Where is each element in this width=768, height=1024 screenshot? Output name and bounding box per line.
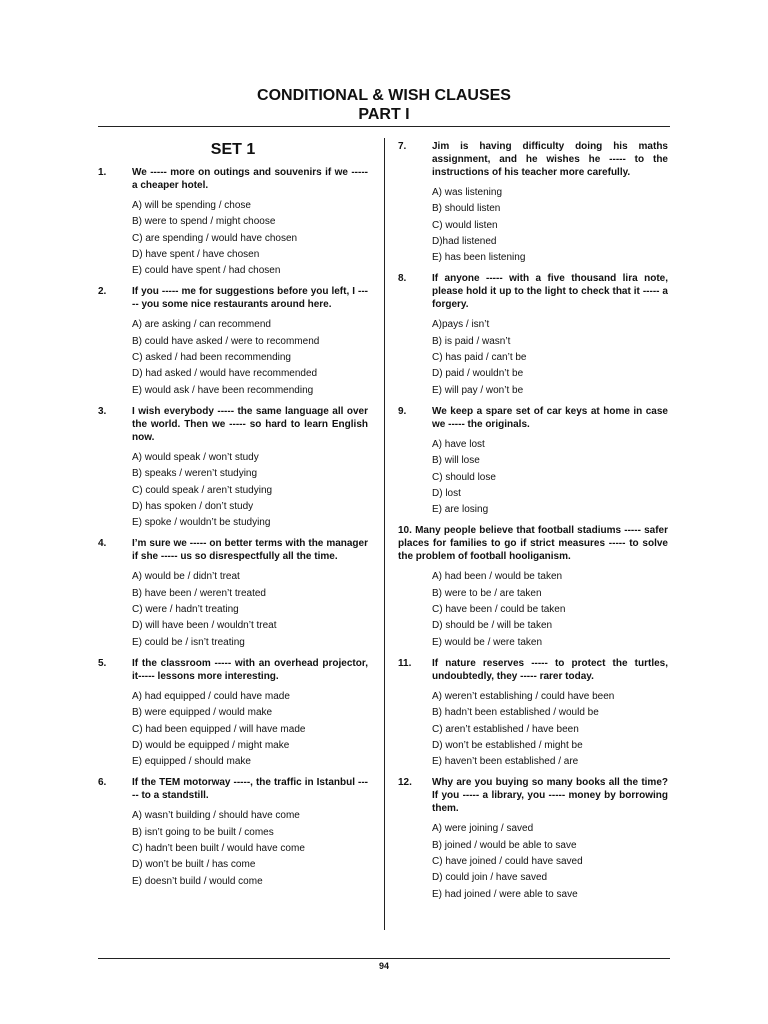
answer-option: A) was listening [432,187,503,198]
answer-option: E) doesn’t build / would come [132,875,263,887]
question-text: I’m sure we ----- on better terms with the manager if she ----- us so disrespectfully all the time. [132,538,368,563]
answer-option: B) have been / weren’t treated [132,587,266,599]
answer-option: A) will be spending / chose [132,200,251,211]
question-head [398,524,668,563]
question-item [98,776,368,889]
question-item [398,524,668,650]
left-question-list [98,166,368,890]
right-column [398,140,668,909]
answer-option: E) will pay / won’t be [432,384,524,396]
answer-option: C) would listen [432,219,498,231]
answer-option: E) spoke / wouldn’t be studying [132,517,271,529]
answer-options [132,689,368,770]
answer-option: C) should lose [432,471,496,483]
answer-option: D) should be / will be taken [432,620,553,632]
answer-option: B) hadn’t been established / would be [432,707,599,719]
answer-option: A) were joining / saved [432,823,534,835]
answer-option: A)pays / isn’t [432,319,490,331]
answer-option: B) speaks / weren’t studying [132,468,258,480]
question-text: If anyone ----- with a five thousand lira note, please hold it up to the light to check that it ----- a forgery. [432,273,668,311]
question-head [98,285,368,311]
answer-options [432,185,668,266]
question-item [98,285,368,398]
answer-option: A) have lost [432,438,485,450]
answer-option: D) lost [432,487,461,499]
answer-option: C) aren’t established / have been [432,723,579,735]
answer-option: E) are losing [432,504,489,516]
answer-options [432,569,668,650]
column-divider [384,138,385,930]
question-item [98,657,368,770]
question-head [98,657,368,683]
answer-option: A) are asking / can recommend [132,319,271,331]
question-number: 3. [98,405,107,417]
answer-option: A) had equipped / could have made [132,690,290,702]
question-number: 5. [98,657,107,669]
question-text: If you ----- me for suggestions before you left, I ----- you some nice restaurants around here. [132,286,368,311]
question-head [398,140,668,179]
answer-option: C) asked / had been recommending [132,352,291,364]
answer-option: B) were to spend / might choose [132,216,276,228]
answer-option: E) could have spent / had chosen [132,265,281,277]
question-number: 2. [98,286,107,298]
question-item [98,166,368,279]
question-number: 4. [98,538,107,550]
question-number: 6. [98,777,107,789]
answer-option: D) could join / have saved [432,872,548,884]
answer-option: D)had listened [432,235,497,247]
question-text: If the TEM motorway -----, the traffic in Istanbul ----- to a standstill. [132,777,368,802]
question-head [398,272,668,311]
question-item [398,776,668,902]
question-number: 1. [98,167,107,178]
answer-option: B) joined / would be able to save [432,839,577,851]
page-title: CONDITIONAL & WISH CLAUSES [257,87,511,104]
answer-options [432,689,668,770]
answer-option: C) had been equipped / will have made [132,723,306,735]
answer-option: C) hadn’t been built / would have come [132,843,305,855]
question-item [398,272,668,398]
answer-option: E) would ask / have been recommending [132,384,314,396]
answer-option: D) paid / wouldn’t be [432,368,524,380]
answer-options [432,317,668,398]
answer-option: D) has spoken / don’t study [132,500,254,512]
answer-options [132,569,368,650]
answer-option: B) could have asked / were to recommend [132,335,320,347]
question-item [98,537,368,650]
question-text: Jim is having difficulty doing his maths assignment, and he wishes he ----- to the instructions of his teacher more carefully. [432,141,668,178]
question-item [98,405,368,531]
page-subtitle: PART I [358,106,410,123]
question-head [398,776,668,815]
question-number: 9. [398,405,407,417]
answer-option: E) has been listening [432,252,526,264]
question-head [98,166,368,192]
footer-rule [98,958,670,959]
question-head [398,657,668,683]
answer-option: B) isn’t going to be built / comes [132,826,274,838]
answer-option: E) could be / isn’t treating [132,636,245,648]
left-column [98,140,368,896]
answer-option: D) had asked / would have recommended [132,368,318,380]
answer-option: E) had joined / were able to save [432,888,578,900]
answer-option: D) won’t be established / might be [432,739,583,751]
answer-options [132,198,368,279]
question-item [398,140,668,266]
question-number: 11. [398,657,412,669]
question-item [398,657,668,770]
answer-option: D) will have been / wouldn’t treat [132,620,277,632]
question-text: I wish everybody ----- the same language all over the world. Then we ----- so hard to learn English now. [132,405,368,443]
answer-option: C) have joined / could have saved [432,856,583,868]
answer-option: D) have spent / have chosen [132,248,260,260]
answer-option: A) had been / would be taken [432,571,563,583]
question-number: 8. [398,273,407,285]
answer-option: C) could speak / aren’t studying [132,484,273,496]
question-text: We ----- more on outings and souvenirs if we ----- a cheaper hotel. [132,167,368,191]
answer-options [132,450,368,531]
answer-options [432,821,668,902]
answer-option: A) wasn’t building / should have come [132,810,300,822]
question-item [398,405,668,518]
page-header [0,86,768,124]
question-text: If nature reserves ----- to protect the turtles, undoubtedly, they ----- rarer today. [432,657,668,682]
answer-option: A) would speak / won’t study [132,451,259,463]
answer-option: B) will lose [432,455,480,467]
page-number: 94 [378,961,389,971]
answer-option: C) were / hadn’t treating [132,604,239,616]
answer-option: C) has paid / can’t be [432,352,527,364]
answer-options [132,808,368,889]
answer-option: B) should listen [432,203,501,215]
header-rule [98,126,670,127]
set-title: SET 1 [210,141,256,158]
answer-option: E) haven’t been established / are [432,756,579,768]
answer-option: E) equipped / should make [132,756,251,768]
answer-option: B) were to be / are taken [432,587,542,599]
question-text: 10. Many people believe that football stadiums ----- safer places for families to go if strict measures ----- to solve the problem of football hooliganism. [398,525,668,563]
answer-option: B) is paid / wasn’t [432,335,511,347]
answer-option: C) have been / could be taken [432,604,566,616]
question-head [98,537,368,563]
question-number: 12. [398,777,412,789]
question-head [398,405,668,431]
answer-option: D) won’t be built / has come [132,859,256,871]
question-head [98,405,368,444]
question-head [98,776,368,802]
question-text: We keep a spare set of car keys at home in case we ----- the originals. [432,405,668,430]
answer-option: A) weren’t establishing / could have been [432,690,615,702]
answer-option: C) are spending / would have chosen [132,232,298,244]
answer-option: A) would be / didn’t treat [132,571,240,583]
right-question-list [398,140,668,903]
answer-options [132,317,368,398]
answer-option: B) were equipped / would make [132,707,273,719]
question-text: Why are you buying so many books all the time? If you ----- a library, you ----- money by borrowing them. [432,777,668,815]
answer-option: D) would be equipped / might make [132,739,290,751]
question-number: 7. [398,141,407,152]
answer-option: E) would be / were taken [432,636,543,648]
answer-options [432,437,668,518]
question-text: If the classroom ----- with an overhead projector, it----- lessons more interesting. [132,657,368,682]
